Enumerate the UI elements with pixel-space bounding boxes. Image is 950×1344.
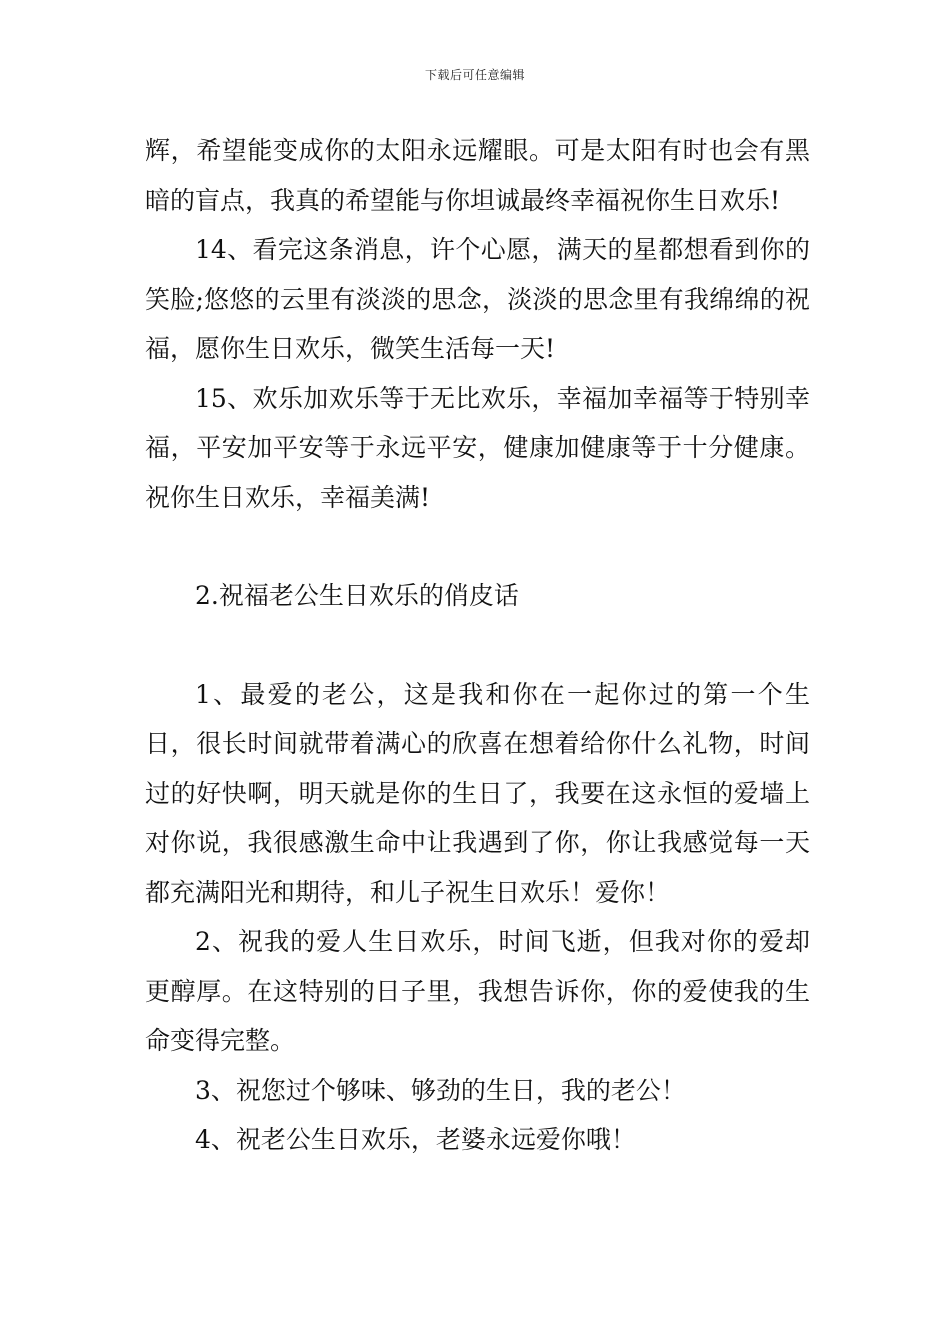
paragraph-14: 14、看完这条消息，许个心愿，满天的星都想看到你的笑脸;悠悠的云里有淡淡的思念，淡淡的思念里有我绵绵的祝福，愿你生日欢乐，微笑生活每一天! (145, 235, 810, 363)
document-body (145, 126, 810, 1165)
paragraph-s4: 4、祝老公生日欢乐，老婆永远爱你哦！ (195, 1125, 636, 1154)
blank-line (145, 522, 810, 571)
blank-line (145, 621, 810, 670)
paragraph-continuation: 辉，希望能变成你的太阳永远耀眼。可是太阳有时也会有黑暗的盲点，我真的希望能与你坦诚最终幸福祝你生日欢乐! (145, 136, 810, 215)
paragraph-s2: 2、祝我的爱人生日欢乐，时间飞逝，但我对你的爱却更醇厚。在这特别的日子里，我想告诉你，你的爱使我的生命变得完整。 (145, 927, 810, 1055)
section-heading: 2.祝福老公生日欢乐的俏皮话 (195, 581, 519, 610)
header-note: 下载后可任意编辑 (424, 68, 525, 82)
paragraph-s3: 3、祝您过个够味、够劲的生日，我的老公！ (195, 1075, 686, 1105)
paragraph-15: 15、欢乐加欢乐等于无比欢乐，幸福加幸福等于特别幸福，平安加平安等于永远平安，健康加健康等于十分健康。祝你生日欢乐，幸福美满! (145, 383, 810, 512)
paragraph-s1: 1、最爱的老公，这是我和你在一起你过的第一个生日，很长时间就带着满心的欣喜在想着给你什么礼物，时间过的好快啊，明天就是你的生日了，我要在这永恒的爱墙上对你说，我很感激生命中让我遇到了你，你让我感觉每一天都充满阳光和期待，和儿子祝生日欢乐！爱你！ (145, 679, 810, 907)
